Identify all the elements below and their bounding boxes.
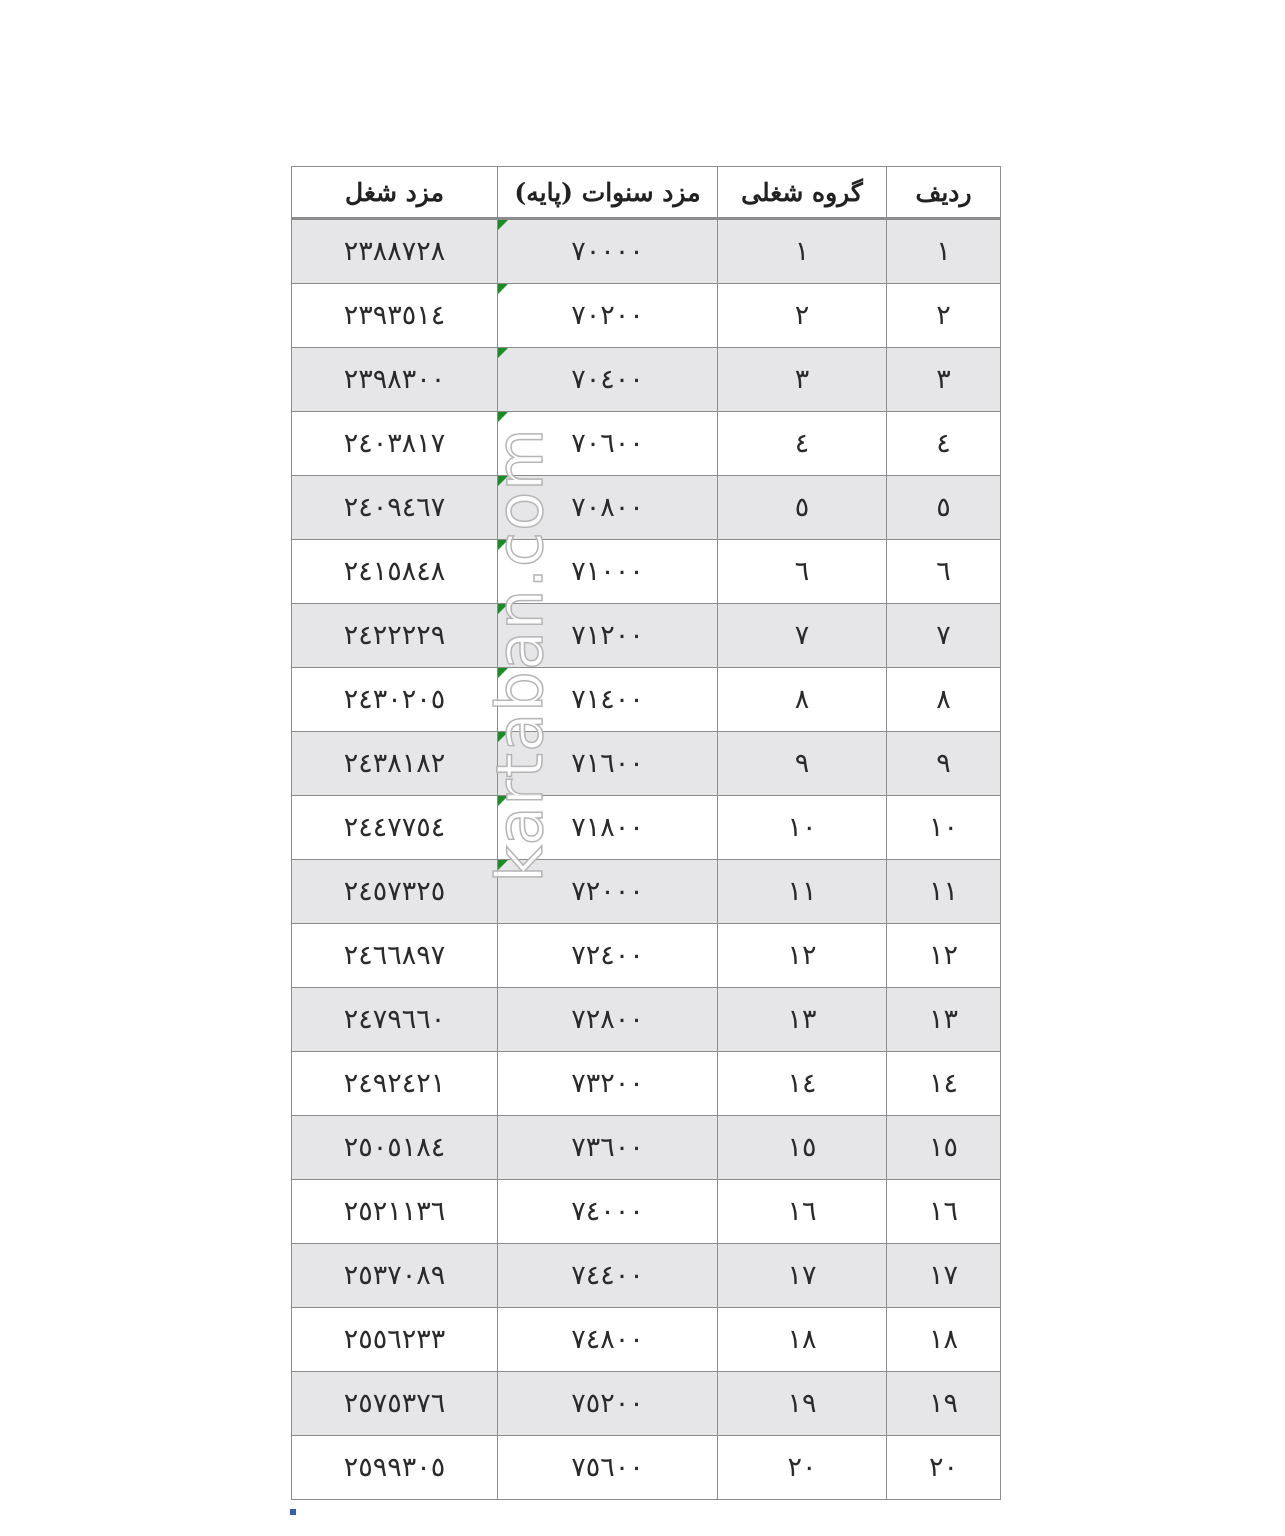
cell-job-group: ١٣: [718, 988, 887, 1052]
cell-job-group: ١٩: [718, 1372, 887, 1436]
cell-job-group: ١٨: [718, 1308, 887, 1372]
cell-radif: ٢٠: [887, 1436, 1001, 1500]
cell-base-seniority-wage: ٧٢٤٠٠: [498, 924, 718, 988]
table-header-row: [292, 167, 1001, 219]
cell-job-group: ١٧: [718, 1244, 887, 1308]
table-row: [292, 1308, 1001, 1372]
cell-job-wage: ٢٤٢٢٢٢٩: [292, 604, 498, 668]
cell-job-wage: ٢٤١٥٨٤٨: [292, 540, 498, 604]
table-row: [292, 796, 1001, 860]
table-row: [292, 1052, 1001, 1116]
cell-job-wage: ٢٥٠٥١٨٤: [292, 1116, 498, 1180]
table-row: [292, 604, 1001, 668]
cell-job-wage: ٢٣٨٨٧٢٨: [292, 219, 498, 284]
cell-job-wage: ٢٥٩٩٣٠٥: [292, 1436, 498, 1500]
cell-job-wage: ٢٥٥٦٢٣٣: [292, 1308, 498, 1372]
cell-job-group: ٢٠: [718, 1436, 887, 1500]
cell-base-seniority-wage: ٧٤٨٠٠: [498, 1308, 718, 1372]
table-row: [292, 1116, 1001, 1180]
cell-base-seniority-wage: ٧٣٢٠٠: [498, 1052, 718, 1116]
cell-radif: ١٢: [887, 924, 1001, 988]
cell-job-wage: ٢٤٧٩٦٦٠: [292, 988, 498, 1052]
cell-job-group: ١٢: [718, 924, 887, 988]
cell-job-group: ٧: [718, 604, 887, 668]
table-anchor-marker: [290, 1509, 296, 1515]
header-job-wage: مزد شغل: [292, 167, 498, 219]
wage-table: [291, 166, 1001, 1500]
cell-job-wage: ٢٤٦٦٨٩٧: [292, 924, 498, 988]
table-row: [292, 1436, 1001, 1500]
cell-base-seniority-wage: ٧١٢٠٠: [498, 604, 718, 668]
cell-radif: ١٨: [887, 1308, 1001, 1372]
cell-radif: ١: [887, 219, 1001, 284]
table-row: [292, 412, 1001, 476]
cell-job-wage: ٢٤٤٧٧٥٤: [292, 796, 498, 860]
cell-base-seniority-wage: ٧٠٤٠٠: [498, 348, 718, 412]
cell-job-group: ٢: [718, 284, 887, 348]
cell-job-group: ٩: [718, 732, 887, 796]
cell-job-group: ١٥: [718, 1116, 887, 1180]
table-row: [292, 988, 1001, 1052]
table-row: [292, 1180, 1001, 1244]
cell-radif: ٦: [887, 540, 1001, 604]
cell-base-seniority-wage: ٧٠٦٠٠: [498, 412, 718, 476]
cell-job-group: ١١: [718, 860, 887, 924]
cell-job-wage: ٢٥٣٧٠٨٩: [292, 1244, 498, 1308]
cell-radif: ١١: [887, 860, 1001, 924]
cell-base-seniority-wage: ٧١٦٠٠: [498, 732, 718, 796]
cell-radif: ١٦: [887, 1180, 1001, 1244]
cell-radif: ٣: [887, 348, 1001, 412]
cell-radif: ٤: [887, 412, 1001, 476]
cell-radif: ٢: [887, 284, 1001, 348]
cell-job-group: ١: [718, 219, 887, 284]
table-row: [292, 732, 1001, 796]
cell-job-group: ١٠: [718, 796, 887, 860]
cell-radif: ١٠: [887, 796, 1001, 860]
table-row: [292, 348, 1001, 412]
cell-base-seniority-wage: ٧٠٠٠٠: [498, 219, 718, 284]
table-row: [292, 924, 1001, 988]
table-row: [292, 1244, 1001, 1308]
cell-base-seniority-wage: ٧٢٨٠٠: [498, 988, 718, 1052]
cell-base-seniority-wage: ٧١٠٠٠: [498, 540, 718, 604]
cell-job-group: ٣: [718, 348, 887, 412]
table-row: [292, 1372, 1001, 1436]
cell-job-group: ٨: [718, 668, 887, 732]
table-row: [292, 219, 1001, 284]
cell-radif: ١٤: [887, 1052, 1001, 1116]
cell-radif: ١٥: [887, 1116, 1001, 1180]
cell-radif: ٨: [887, 668, 1001, 732]
header-base-seniority-wage: مزد سنوات (پایه): [498, 167, 718, 219]
cell-base-seniority-wage: ٧٢٠٠٠: [498, 860, 718, 924]
cell-job-wage: ٢٤٥٧٣٢٥: [292, 860, 498, 924]
cell-base-seniority-wage: ٧١٤٠٠: [498, 668, 718, 732]
table-body: [292, 219, 1001, 1500]
cell-job-group: ١٤: [718, 1052, 887, 1116]
cell-job-wage: ٢٣٩٣٥١٤: [292, 284, 498, 348]
cell-radif: ٥: [887, 476, 1001, 540]
cell-job-group: ٤: [718, 412, 887, 476]
table-row: [292, 540, 1001, 604]
cell-base-seniority-wage: ٧٠٨٠٠: [498, 476, 718, 540]
cell-job-group: ٥: [718, 476, 887, 540]
cell-base-seniority-wage: ٧٤٠٠٠: [498, 1180, 718, 1244]
cell-base-seniority-wage: ٧٤٤٠٠: [498, 1244, 718, 1308]
watermark: kartaban.com: [484, 427, 558, 883]
cell-job-wage: ٢٥٢١١٣٦: [292, 1180, 498, 1244]
cell-base-seniority-wage: ٧٥٢٠٠: [498, 1372, 718, 1436]
table-row: [292, 284, 1001, 348]
cell-job-wage: ٢٤٣٨١٨٢: [292, 732, 498, 796]
cell-job-group: ١٦: [718, 1180, 887, 1244]
cell-job-group: ٦: [718, 540, 887, 604]
cell-base-seniority-wage: ٧٣٦٠٠: [498, 1116, 718, 1180]
cell-job-wage: ٢٥٧٥٣٧٦: [292, 1372, 498, 1436]
cell-radif: ٧: [887, 604, 1001, 668]
cell-job-wage: ٢٣٩٨٣٠٠: [292, 348, 498, 412]
header-radif: ردیف: [887, 167, 1001, 219]
cell-job-wage: ٢٤٠٩٤٦٧: [292, 476, 498, 540]
table-row: [292, 860, 1001, 924]
cell-radif: ٩: [887, 732, 1001, 796]
table-row: [292, 476, 1001, 540]
cell-job-wage: ٢٤٠٣٨١٧: [292, 412, 498, 476]
cell-radif: ١٩: [887, 1372, 1001, 1436]
cell-base-seniority-wage: ٧٠٢٠٠: [498, 284, 718, 348]
cell-base-seniority-wage: ٧١٨٠٠: [498, 796, 718, 860]
cell-base-seniority-wage: ٧٥٦٠٠: [498, 1436, 718, 1500]
cell-job-wage: ٢٤٩٢٤٢١: [292, 1052, 498, 1116]
cell-radif: ١٣: [887, 988, 1001, 1052]
header-job-group: گروه شغلی: [718, 167, 887, 219]
cell-job-wage: ٢٤٣٠٢٠٥: [292, 668, 498, 732]
wage-table-container: [291, 166, 1000, 1500]
cell-radif: ١٧: [887, 1244, 1001, 1308]
table-row: [292, 668, 1001, 732]
